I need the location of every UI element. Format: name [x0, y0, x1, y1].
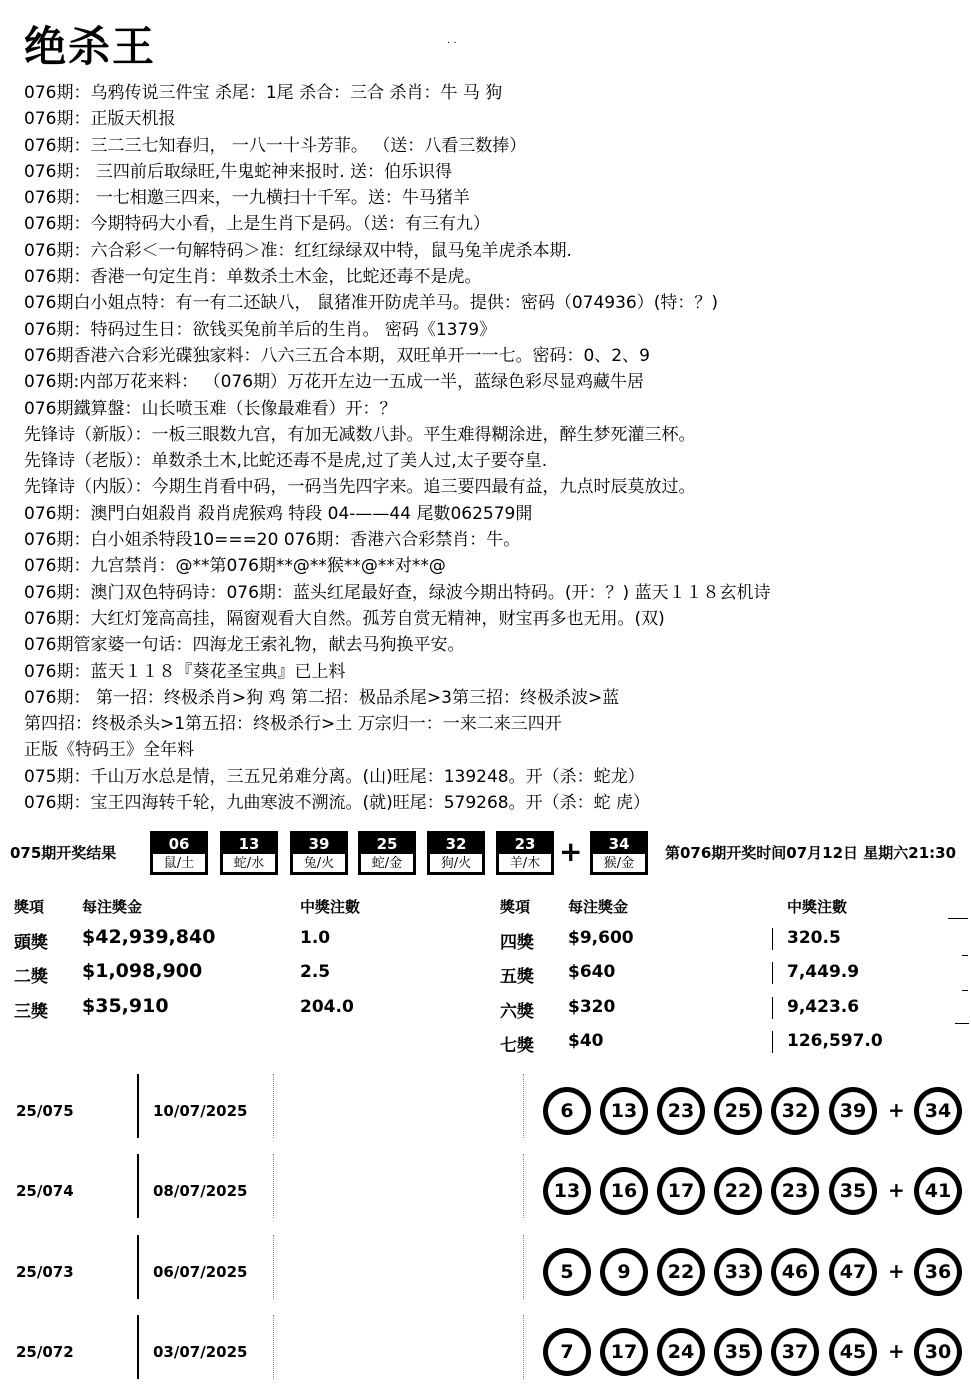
history-plus: + [888, 1339, 905, 1363]
history-ball [657, 1087, 705, 1135]
history-row [0, 1227, 971, 1307]
column-divider [772, 928, 773, 950]
prize-name: 二獎 [14, 967, 48, 987]
history-plus: + [888, 1259, 905, 1283]
prize-name: 六獎 [500, 1002, 534, 1022]
special-ball-zodiac: 猴/金 [603, 856, 635, 871]
history-row [0, 1307, 971, 1387]
history-plus: + [888, 1178, 905, 1202]
history-issue: 25/072 [16, 1343, 74, 1361]
history-ball [829, 1248, 877, 1296]
divider [523, 1235, 524, 1299]
prediction-line: 076期： 第一招：终极杀肖>狗 鸡 第二招：极品杀尾>3第三招：终极杀波>蓝 [24, 687, 620, 708]
header-per-right: 每注獎金 [568, 898, 629, 916]
draw-label: 075期开奖结果 [10, 844, 117, 862]
history-date: 03/07/2025 [153, 1343, 248, 1361]
history-special-number: 34 [919, 1092, 957, 1130]
prediction-line: 076期：九宫禁肖：@**第076期**@**猴**@**对**@ [24, 556, 446, 577]
history-special-ball [914, 1087, 962, 1135]
draw-ball [150, 831, 208, 875]
history-issue: 25/075 [16, 1102, 74, 1120]
draw-ball [427, 831, 485, 875]
draw-ball-number: 25 [361, 834, 413, 854]
history-ball [829, 1167, 877, 1215]
column-divider [772, 962, 773, 984]
history-ball-number: 45 [834, 1333, 872, 1371]
prediction-line: 076期鐵算盤：山长喷玉难（长像最难看）开：？ [24, 398, 397, 419]
divider [523, 1154, 524, 1218]
special-ball [590, 831, 648, 875]
history-ball-number: 35 [719, 1333, 757, 1371]
prediction-line: 076期：澳門白姐殺肖 殺肖虎猴鸡 特段 04-——44 尾數062579開 [24, 503, 533, 524]
prediction-line: 076期：澳门双色特码诗：076期：蓝头红尾最好查，绿波今期出特码。(开：？) 蓝天１１８玄机诗 [24, 582, 771, 603]
prediction-line: 076期：三二三七知春归， 一八一十斗芳菲。 （送：八看三数捧） [24, 135, 527, 156]
prediction-line: 076期：正版天机报 [24, 109, 176, 130]
prize-amount: $1,098,900 [82, 960, 203, 982]
table-tick [948, 918, 968, 919]
table-tick [955, 1023, 969, 1024]
draw-ball-number: 39 [293, 834, 345, 854]
prediction-line: 076期香港六合彩光碟独家料：八六三五合本期，双旺单开一一七。密码：0、2、9 [24, 345, 650, 366]
prize-count: 7,449.9 [787, 962, 860, 982]
draw-ball-number: 06 [153, 834, 205, 854]
history-ball [543, 1167, 591, 1215]
prediction-line: 先锋诗（新版）：一板三眼数九宫，有加无减数八卦。平生难得糊涂进，醉生梦死灌三杯。 [24, 424, 696, 445]
history-plus: + [888, 1098, 905, 1122]
history-ball [600, 1167, 648, 1215]
prediction-line: 076期： 一七相邀三四来，一九横扫十千军。送：牛马猪羊 [24, 188, 470, 209]
prize-name: 五獎 [500, 967, 534, 987]
history-ball-number: 33 [719, 1253, 757, 1291]
prediction-line: 076期：六合彩＜一句解特码＞准：红红绿绿双中特，鼠马兔羊虎杀本期. [24, 240, 572, 261]
history-special-number: 30 [919, 1333, 957, 1371]
history-row [0, 1146, 971, 1226]
history-ball [829, 1087, 877, 1135]
history-special-ball [914, 1248, 962, 1296]
history-issue: 25/073 [16, 1263, 74, 1281]
prize-amount: $640 [568, 962, 616, 982]
divider [273, 1235, 274, 1299]
history-ball [657, 1328, 705, 1376]
prediction-line: 076期管家婆一句话：四海龙王索礼物，献去马狗换平安。 [24, 635, 465, 656]
title-dots: . . [447, 35, 457, 46]
draw-ball-number: 23 [499, 834, 551, 854]
history-ball [657, 1167, 705, 1215]
prize-table [0, 890, 971, 1060]
prediction-line: 076期： 三四前后取绿旺,牛鬼蛇神来报时. 送：伯乐识得 [24, 161, 453, 182]
history-ball-number: 13 [548, 1172, 586, 1210]
history-ball-number: 23 [776, 1172, 814, 1210]
prize-count: 1.0 [300, 928, 331, 948]
prize-count: 2.5 [300, 962, 331, 982]
history-ball [543, 1248, 591, 1296]
history-ball-number: 22 [719, 1172, 757, 1210]
draw-ball-number: 32 [430, 834, 482, 854]
history-ball-number: 7 [548, 1333, 586, 1371]
history-ball [714, 1248, 762, 1296]
history-ball [600, 1087, 648, 1135]
history-date: 08/07/2025 [153, 1182, 248, 1200]
history-issue: 25/074 [16, 1182, 74, 1200]
history-ball [543, 1087, 591, 1135]
history-date: 06/07/2025 [153, 1263, 248, 1281]
table-tick [962, 955, 968, 956]
header-count-left: 中獎注數 [300, 898, 361, 916]
history-ball-number: 5 [548, 1253, 586, 1291]
divider [273, 1315, 274, 1379]
prize-count: 126,597.0 [787, 1031, 883, 1051]
draw-result-row [0, 829, 971, 879]
prize-name: 四獎 [500, 933, 534, 953]
divider [523, 1074, 524, 1138]
draw-plus: + [559, 835, 583, 868]
history-ball [657, 1248, 705, 1296]
column-divider [772, 1031, 773, 1053]
table-tick [962, 990, 968, 991]
prediction-line: 076期白小姐点特：有一有二还缺八， 鼠猪准开防虎羊马。提供：密码（074936）(特：？) [24, 293, 719, 314]
prize-count: 9,423.6 [787, 997, 860, 1017]
prize-amount: $35,910 [82, 995, 169, 1017]
prediction-line: 076期：蓝天１１８『葵花圣宝典』已上料 [24, 661, 346, 682]
history-row [0, 1066, 971, 1146]
prediction-line: 076期：宝王四海转千轮，九曲寒波不溯流。(就)旺尾：579268。开（杀：蛇 虎） [24, 793, 651, 814]
prediction-line: 075期：千山万水总是情，三五兄弟难分离。(山)旺尾：139248。开（杀：蛇龙） [24, 766, 645, 787]
divider [137, 1154, 139, 1218]
next-draw-info: 第076期开奖时间07月12日 星期六21:30 [665, 844, 957, 862]
page-title: 绝杀王 [24, 22, 157, 71]
history-ball [771, 1328, 819, 1376]
history-ball-number: 37 [776, 1333, 814, 1371]
header-item-left: 獎項 [14, 898, 45, 916]
history-ball-number: 16 [605, 1172, 643, 1210]
history-ball [771, 1248, 819, 1296]
prediction-line: 076期：特码过生日：欲钱买兔前羊后的生肖。 密码《1379》 [24, 319, 497, 340]
prediction-line: 先锋诗（老版）：单数杀土木,比蛇还毒不是虎,过了美人过,太子要夺皇. [24, 451, 548, 472]
history-ball-number: 25 [719, 1092, 757, 1130]
prize-amount: $40 [568, 1031, 604, 1051]
special-ball-number: 34 [593, 834, 645, 854]
prediction-line: 076期:内部万花来料： （076期）万花开左边一五成一半，蓝绿色彩尽显鸡藏牛居 [24, 372, 645, 393]
history-special-number: 41 [919, 1172, 957, 1210]
draw-ball-zodiac: 狗/火 [440, 856, 472, 871]
divider [137, 1235, 139, 1299]
draw-ball-number: 13 [223, 834, 275, 854]
prediction-line: 第四招：终极杀头>1第五招：终极杀行>土 万宗归一：一来二来三四开 [24, 714, 562, 735]
history-ball-number: 32 [776, 1092, 814, 1130]
history-ball [714, 1087, 762, 1135]
history-ball-number: 17 [605, 1333, 643, 1371]
header-per-left: 每注獎金 [82, 898, 143, 916]
prediction-line: 076期：今期特码大小看，上是生肖下是码。（送：有三有九） [24, 214, 490, 235]
header-item-right: 獎項 [500, 898, 531, 916]
history-ball [600, 1328, 648, 1376]
draw-ball-zodiac: 兔/火 [303, 856, 335, 871]
column-divider [772, 997, 773, 1019]
prize-amount: $42,939,840 [82, 926, 216, 948]
prize-amount: $9,600 [568, 928, 634, 948]
history-ball-number: 46 [776, 1253, 814, 1291]
history-ball [543, 1328, 591, 1376]
draw-ball-zodiac: 羊/木 [509, 856, 541, 871]
prediction-line: 076期：乌鸦传说三件宝 杀尾：1尾 杀合：三合 杀肖：牛 马 狗 [24, 83, 503, 103]
prize-amount: $320 [568, 997, 616, 1017]
history-ball [714, 1328, 762, 1376]
header-count-right: 中獎注數 [787, 898, 848, 916]
history-ball-number: 17 [662, 1172, 700, 1210]
history-date: 10/07/2025 [153, 1102, 248, 1120]
divider [273, 1154, 274, 1218]
prediction-line: 先锋诗（内版）：今期生肖看中码，一码当先四字来。追三要四最有益，九点时辰莫放过。 [24, 477, 696, 498]
history-ball-number: 22 [662, 1253, 700, 1291]
draw-ball [290, 831, 348, 875]
history-ball-number: 13 [605, 1092, 643, 1130]
history-ball-number: 9 [605, 1253, 643, 1291]
prize-count: 320.5 [787, 928, 841, 948]
history-ball-number: 24 [662, 1333, 700, 1371]
divider [137, 1074, 139, 1138]
history-ball [829, 1328, 877, 1376]
history-special-ball [914, 1167, 962, 1215]
draw-ball [496, 831, 554, 875]
history-special-number: 36 [919, 1253, 957, 1291]
history-ball-number: 47 [834, 1253, 872, 1291]
history-ball-number: 6 [548, 1092, 586, 1130]
history-ball-number: 23 [662, 1092, 700, 1130]
history-special-ball [914, 1328, 962, 1376]
history-ball [714, 1167, 762, 1215]
prize-count: 204.0 [300, 997, 354, 1017]
prize-name: 七獎 [500, 1036, 534, 1056]
draw-ball [220, 831, 278, 875]
prediction-lines [24, 80, 964, 816]
history-ball [771, 1087, 819, 1135]
prediction-line: 076期：大红灯笼高高挂，隔窗观看大自然。孤芳自赏无精神，财宝再多也无用。(双) [24, 608, 665, 629]
prediction-line: 正版《特码王》全年料 [24, 740, 194, 761]
draw-ball [358, 831, 416, 875]
prediction-line: 076期：香港一句定生肖：单数杀土木金，比蛇还毒不是虎。 [24, 267, 482, 288]
history-ball-number: 39 [834, 1092, 872, 1130]
history-ball [600, 1248, 648, 1296]
divider [137, 1315, 139, 1379]
prediction-line: 076期：白小姐杀特段10===20 076期：香港六合彩禁肖：牛。 [24, 530, 521, 551]
history-ball-number: 35 [834, 1172, 872, 1210]
history-ball [771, 1167, 819, 1215]
divider [523, 1315, 524, 1379]
prize-name: 頭獎 [14, 933, 48, 953]
divider [273, 1074, 274, 1138]
prize-name: 三獎 [14, 1002, 48, 1022]
draw-ball-zodiac: 鼠/土 [163, 856, 195, 871]
draw-ball-zodiac: 蛇/水 [233, 856, 265, 871]
draw-ball-zodiac: 蛇/金 [371, 856, 403, 871]
